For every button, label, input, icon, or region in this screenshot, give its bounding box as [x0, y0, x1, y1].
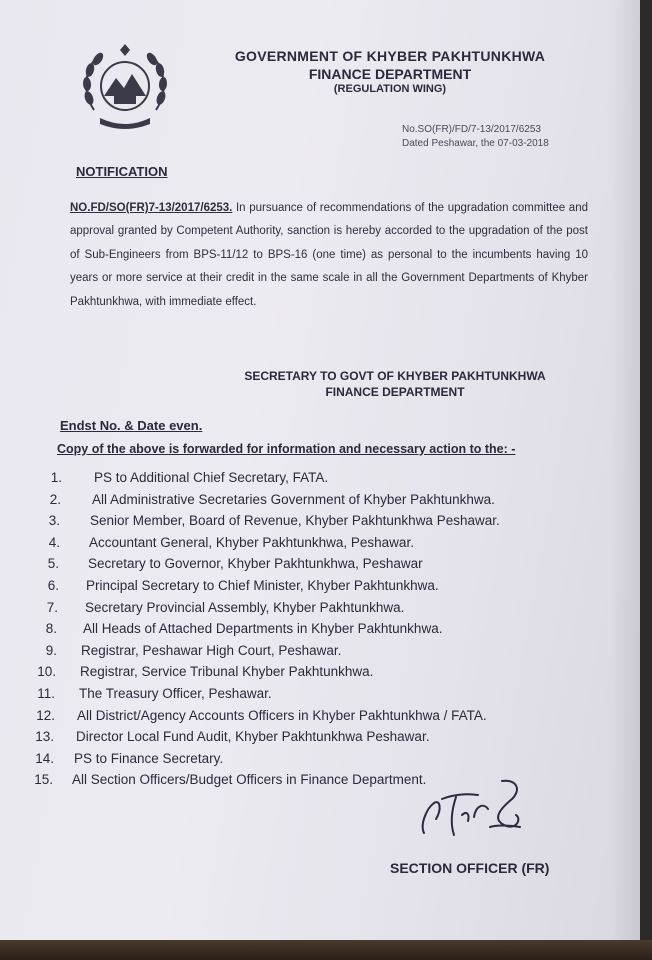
section-officer-title: SECTION OFFICER (FR) — [390, 860, 550, 876]
list-item-text: Secretary Provincial Assembly, Khyber Pakhtunkhwa. — [85, 599, 405, 615]
list-item-number: 3. — [48, 513, 60, 529]
signatory-title: SECRETARY TO GOVT OF KHYBER PAKHTUNKHWA — [244, 369, 546, 383]
wing-heading: (REGULATION WING) — [333, 83, 447, 95]
list-item-number: 12. — [36, 707, 55, 723]
list-item-number: 11. — [37, 685, 55, 701]
handwritten-signature-icon — [412, 775, 532, 845]
list-item-number: 15. — [34, 772, 53, 788]
notification-body — [70, 197, 588, 314]
list-item-number: 1. — [50, 470, 62, 485]
list-item-text: All District/Agency Accounts Officers in Khyber Pakhtunkhwa / FATA. — [77, 707, 487, 723]
list-item-number: 14. — [35, 750, 54, 766]
list-item-text: Registrar, Peshawar High Court, Peshawar. — [81, 642, 342, 658]
signatory-department: FINANCE DEPARTMENT — [325, 385, 465, 399]
notification-ref-no: NO.FD/SO(FR)7-13/2017/6253. — [70, 202, 233, 214]
notification-title: NOTIFICATION — [76, 164, 168, 179]
list-item-number: 5. — [47, 556, 59, 572]
list-item-text: Principal Secretary to Chief Minister, Khyber Pakhtunkhwa. — [86, 577, 439, 593]
list-item-text: Secretary to Governor, Khyber Pakhtunkhwa, Peshawar — [88, 556, 423, 572]
list-item-text: All Administrative Secretaries Government of Khyber Pakhtunkhwa. — [92, 491, 495, 507]
list-item-text: All Section Officers/Budget Officers in Finance Department. — [72, 772, 427, 788]
list-item-number: 4. — [48, 534, 60, 550]
list-item-number: 10. — [37, 664, 56, 680]
list-item-number: 9. — [45, 642, 57, 658]
list-item-text: The Treasury Officer, Peshawar. — [79, 685, 272, 701]
list-item-text: PS to Finance Secretary. — [74, 750, 224, 766]
government-heading: GOVERNMENT OF KHYBER PAKHTUNKHWA — [234, 48, 546, 64]
list-item-text: Accountant General, Khyber Pakhtunkhwa, Peshawar. — [89, 534, 414, 550]
list-item-number: 2. — [49, 491, 61, 507]
reference-number: No.SO(FR)/FD/7-13/2017/6253 — [402, 124, 541, 135]
list-item-number: 8. — [45, 621, 57, 637]
list-item-number: 13. — [35, 729, 54, 745]
reference-date: Dated Peshawar, the 07-03-2018 — [402, 138, 549, 149]
list-item-number: 7. — [46, 599, 58, 615]
list-item-number: 6. — [47, 577, 59, 593]
list-item-text: PS to Additional Chief Secretary, FATA. — [94, 470, 329, 485]
endorsement-number: Endst No. & Date even. — [60, 418, 203, 433]
department-heading: FINANCE DEPARTMENT — [308, 66, 472, 82]
government-emblem-icon — [80, 40, 170, 132]
background-surface — [0, 940, 652, 960]
copy-forward-line: Copy of the above is forwarded for information and necessary action to the: - — [57, 442, 516, 456]
list-item-text: Senior Member, Board of Revenue, Khyber Pakhtunkhwa Peshawar. — [90, 513, 500, 529]
list-item-text: Registrar, Service Tribunal Khyber Pakhtunkhwa. — [80, 664, 374, 680]
notification-text: In pursuance of recommendations of the upgradation committee and approval granted by Competent Authority, sanction is hereby accorded to the upgradation of the post of Sub-Engineers from BPS-11/12 to BPS-16 (one time) as personal to the incumbents having 10 years or more service at their credit in the same scale in all the Government Departments of Khyber Pakhtunkhwa, with immediate effect. — [70, 202, 588, 308]
list-item-text: Director Local Fund Audit, Khyber Pakhtunkhwa Peshawar. — [76, 729, 430, 745]
list-item-text: All Heads of Attached Departments in Khyber Pakhtunkhwa. — [83, 621, 443, 637]
